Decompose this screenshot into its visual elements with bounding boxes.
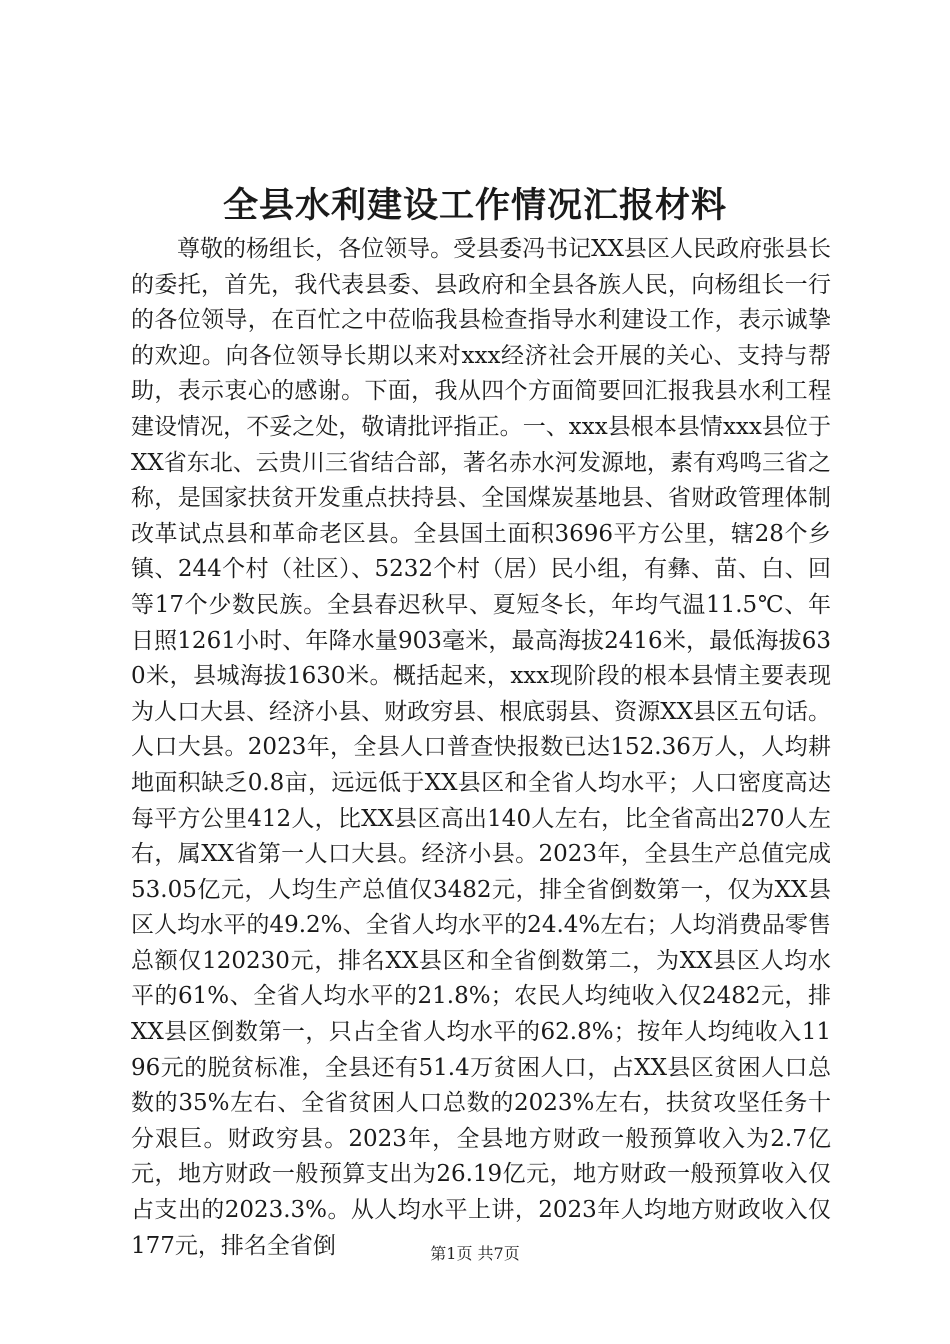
document-body-paragraph: 尊敬的杨组长，各位领导。受县委冯书记XX县区人民政府张县长的委托，首先，我代表县委、县政府和全县各族人民，向杨组长一行的各位领导，在百忙之中莅临我县检查指导水利建设工作，表示诚挚的欢迎。向各位领导长期以来对xxx经济社会开展的关心、支持与帮助，表示衷心的感谢。下面，我从四个方面简要回汇报我县水利工程建设情况，不妥之处，敬请批评指正。一、xxx县根本县情xxx县位于XX省东北、云贵川三省结合部，著名赤水河发源地，素有鸡鸣三省之称，是国家扶贫开发重点扶持县、全国煤炭基地县、省财政管理体制改革试点县和革命老区县。全县国土面积3696平方公里，辖28个乡镇、244个村（社区）、5232个村（居）民小组，有彝、苗、白、回等17个少数民族。全县春迟秋早、夏短冬长，年均气温11.5℃、年日照1261小时、年降水量903毫米，最高海拔2416米，最低海拔630米，县城海拔1630米。概括起来，xxx现阶段的根本县情主要表现为人口大县、经济小县、财政穷县、根底弱县、资源XX县区五句话。人口大县。2023年，全县人口普查快报数已达152.36万人，人均耕地面积缺乏0.8亩，远远低于XX县区和全省人均水平；人口密度高达每平方公里412人，比XX县区高出140人左右，比全省高出270人左右，属XX省第一人口大县。经济小县。2023年，全县生产总值完成53.05亿元，人均生产总值仅3482元，排全省倒数第一，仅为XX县区人均水平的49.2%、全省人均水平的24.4%左右；人均消费品零售总额仅120230元，排名XX县区和全省倒数第二，为XX县区人均水平的61%、全省人均水平的21.8%；农民人均纯收入仅2482元，排XX县区倒数第一，只占全省人均水平的62.8%；按年人均纯收入1196元的脱贫标准，全县还有51.4万贫困人口，占XX县区贫困人口总数的35%左右、全省贫困人口总数的2023%左右，扶贫攻坚任务十分艰巨。财政穷县。2023年，全县地方财政一般预算收入为2.7亿元，地方财政一般预算支出为26.19亿元，地方财政一般预算收入仅占支出的2023.3%。从人均水平上讲，2023年人均地方财政收入仅177元，排名全省倒 [131, 236, 831, 1259]
page-number-footer: 第1页 共7页 [430, 1244, 520, 1263]
document-title: 全县水利建设工作情况汇报材料 [222, 185, 727, 226]
